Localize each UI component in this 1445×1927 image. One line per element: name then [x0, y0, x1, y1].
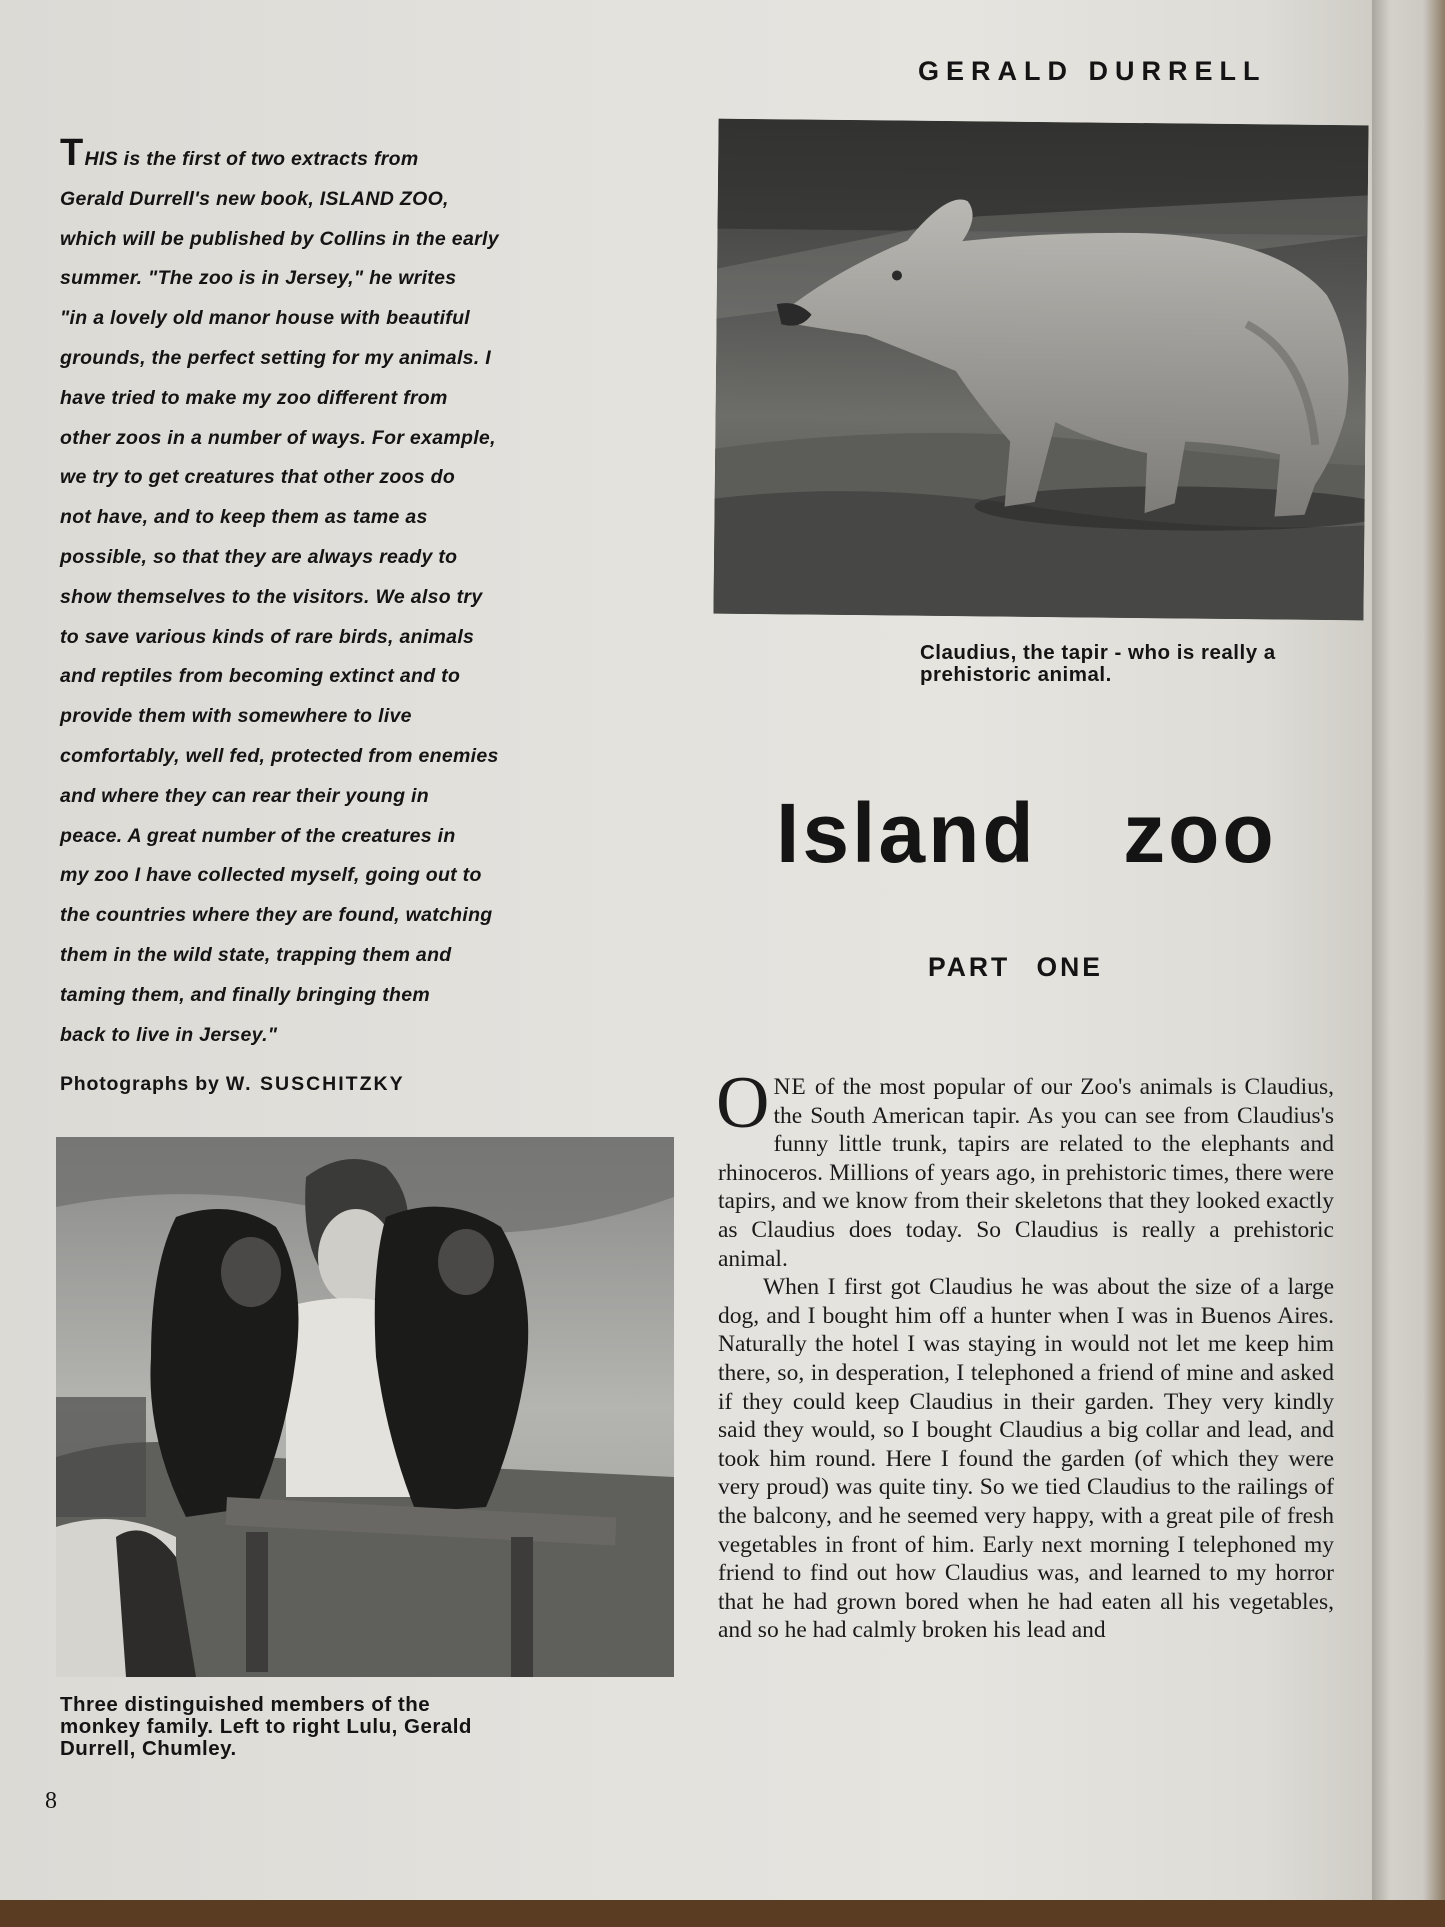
- article-dropcap: O: [716, 1062, 770, 1144]
- intro-dropcap: T: [60, 132, 84, 174]
- intro-line: them in the wild state, trapping them and: [60, 943, 452, 966]
- page-number: 8: [45, 1788, 57, 1814]
- next-page-edge: [1372, 0, 1445, 1927]
- intro-line: HIS is the first of two extracts from: [84, 148, 419, 170]
- intro-line: comfortably, well fed, protected from enemies: [60, 744, 499, 767]
- intro-line: back to live in Jersey.": [60, 1023, 278, 1046]
- article-paragraph: [716, 1062, 1334, 1273]
- intro-line: other zoos in a number of ways. For example,: [60, 426, 496, 449]
- author-header: GERALD DURRELL: [918, 56, 1267, 86]
- article-paragraph-1-text: of the most popular of our Zoo's animals is Claudius, the South American tapir. As you can see from Claudius's funny little trunk, tapirs are related to the elephants and rhinoceros. Millions of years ago, in prehistoric times, there were tapirs, and we know from their skeletons that they looked exactly as Claudius does today. So Claudius is really a prehistoric animal.: [718, 1074, 1334, 1272]
- intro-line: and where they can rear their young in: [60, 784, 429, 807]
- tapir-photo: [713, 119, 1368, 621]
- intro-line: we try to get creatures that other zoos do: [60, 466, 456, 489]
- intro-line: and reptiles from becoming extinct and to: [60, 665, 461, 688]
- intro-line: taming them, and finally bringing them: [60, 983, 430, 1006]
- intro-line: the countries where they are found, watching: [60, 904, 493, 927]
- intro-line: to save various kinds of rare birds, animals: [60, 625, 475, 648]
- intro-line: show themselves to the visitors. We also try: [60, 585, 483, 608]
- article-part: PART ONE: [928, 952, 1103, 982]
- intro-line: peace. A great number of the creatures in: [60, 824, 456, 847]
- intro-line: which will be published by Collins in the early: [60, 227, 499, 250]
- chimps-photo: [56, 1137, 674, 1677]
- table-surface: [0, 1900, 1445, 1927]
- intro-line: summer. "The zoo is in Jersey," he writes: [60, 267, 457, 290]
- intro-line: provide them with somewhere to live: [60, 705, 412, 728]
- article-paragraph: [718, 1273, 1334, 1645]
- intro-line: grounds, the perfect setting for my animals. I: [60, 346, 491, 369]
- intro-line: have tried to make my zoo different from: [60, 386, 448, 409]
- credit-label: Photographs by: [60, 1073, 220, 1095]
- intro-line: Gerald Durrell's new book, ISLAND ZOO,: [60, 187, 449, 210]
- intro-line: possible, so that they are always ready to: [60, 545, 458, 568]
- intro-text: [60, 132, 560, 1055]
- chimps-photo-image: [56, 1137, 674, 1677]
- tapir-caption: Claudius, the tapir - who is really a prehistoric animal.: [920, 641, 1276, 686]
- chimps-caption: Three distinguished members of the monkey family. Left to right Lulu, Gerald Durrell, Chumley.: [60, 1693, 472, 1760]
- photo-credit: [60, 1073, 405, 1096]
- article-title: Island zoo: [776, 786, 1277, 880]
- tapir-photo-image: [713, 119, 1368, 621]
- article-paragraph-2-text: When I first got Claudius he was about the size of a large dog, and I bought him off a hunter when I was in Buenos Aires. Naturally the hotel I was staying in would not let me keep him there, so, in desperation, I telephoned a friend of mine and asked if they could keep Claudius in their garden. They very kindly said they would, so I bought Claudius a big collar and lead, and took him round. Here I found the garden (of which they were very proud) was quite tiny. So we tied Claudius to the railings of the balcony, and he seemed very happy, with a great pile of fresh vegetables in front of him. Early next morning I telephoned my friend to find out how Claudius was, and learned to my horror that he had grown bored when he had eaten all his vegetables, and so he had calmly broken his lead and: [718, 1274, 1334, 1644]
- article-first-word: NE: [773, 1074, 807, 1100]
- intro-line: my zoo I have collected myself, going out to: [60, 864, 482, 887]
- credit-photographer: W. SUSCHITZKY: [225, 1073, 405, 1095]
- intro-line: not have, and to keep them as tame as: [60, 506, 428, 529]
- intro-line: "in a lovely old manor house with beautiful: [60, 307, 471, 330]
- article-body: [716, 1062, 1334, 1645]
